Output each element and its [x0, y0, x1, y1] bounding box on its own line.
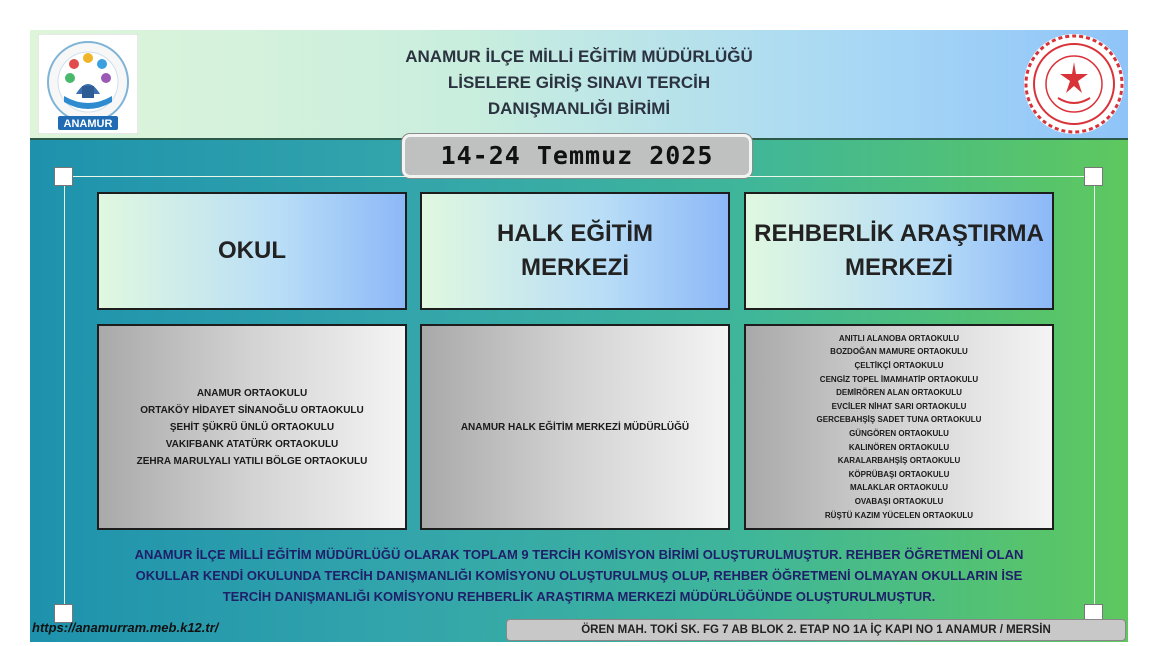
column-title: HALK EĞİTİM: [497, 220, 653, 247]
title-line: ANAMUR İLÇE MİLLİ EĞİTİM MÜDÜRLÜĞÜ: [405, 47, 753, 66]
list-item: EVCİLER NİHAT SARI ORTAOKULU: [831, 401, 967, 411]
list-item: GÜNGÖREN ORTAOKULU: [849, 429, 949, 438]
list-item: ANAMUR ORTAOKULU: [196, 387, 308, 399]
list-item: CENGİZ TOPEL İMAMHATİP ORTAOKULU: [819, 374, 979, 384]
list-item: BOZDOĞAN MAMURE ORTAOKULU: [830, 347, 968, 357]
ram-logo-text: ANAMUR: [63, 118, 113, 130]
title-line: DANIŞMANLIĞI BİRİMİ: [487, 99, 671, 118]
address-badge: ÖREN MAH. TOKİ SK. FG 7 AB BLOK 2. ETAP NO 1A İÇ KAPI NO 1 ANAMUR / MERSİN: [506, 619, 1126, 641]
list-item: ORTAKÖY HİDAYET SİNANOĞLU ORTAOKULU: [140, 404, 364, 416]
school-list: [817, 332, 982, 522]
column-title: MERKEZİ: [521, 254, 629, 281]
column-header-ram: [744, 192, 1054, 310]
column-body-okul: [97, 324, 407, 530]
list-item: ANAMUR HALK EĞİTİM MERKEZİ MÜDÜRLÜĞÜ: [460, 421, 690, 433]
column-title: REHBERLİK ARAŞTIRMA: [754, 220, 1044, 247]
column-body-halk-egitim: [420, 324, 730, 530]
poster: [30, 30, 1128, 642]
list-item: ŞEHİT ŞÜKRÜ ÜNLÜ ORTAOKULU: [169, 421, 335, 433]
list-item: ZEHRA MARULYALI YATILI BÖLGE ORTAOKULU: [136, 455, 368, 467]
column-header-okul: [97, 192, 407, 310]
list-item: VAKIFBANK ATATÜRK ORTAOKULU: [165, 438, 339, 450]
column-title: OKUL: [218, 237, 286, 264]
info-line: ANAMUR İLÇE MİLLİ EĞİTİM MÜDÜRLÜĞÜ OLARAK TOPLAM 9 TERCİH KOMİSYON BİRİMİ OLUŞTURULMUŞTUR. REHBER ÖĞRETMENİ OLAN: [134, 547, 1024, 562]
list-item: OVABAŞI ORTAOKULU: [854, 496, 944, 506]
list-item: ANITLI ALANOBA ORTAOKULU: [838, 333, 960, 343]
guide-line: [1094, 180, 1095, 606]
list-item: KÖPRÜBAŞI ORTAOKULU: [848, 469, 950, 479]
header: [30, 30, 1128, 140]
school-list: [137, 385, 368, 470]
list-item: KARALARBAHŞİŞ ORTAOKULU: [837, 456, 961, 466]
meb-seal-icon: [1022, 32, 1126, 136]
info-line: OKULLAR KENDİ OKULUNDA TERCİH DANIŞMANLIĞI KOMİSYONU OLUŞTURULMUŞ OLUP, REHBER ÖĞRETMENİ OLMAYAN OKULLARIN İSE: [135, 568, 1023, 583]
column-title: MERKEZİ: [845, 254, 953, 281]
list-item: RÜŞTÜ KAZIM YÜCELEN ORTAOKULU: [824, 510, 974, 520]
info-line: TERCİH DANIŞMANLIĞI KOMİSYONU REHBERLİK ARAŞTIRMA MERKEZİ MÜDÜRLÜĞÜNDE OLUŞTURULMUŞTUR.: [222, 589, 936, 604]
list-item: KALINÖREN ORTAOKULU: [848, 442, 950, 452]
guide-line: [72, 176, 1096, 177]
list-item: DEMİRÖREN ALAN ORTAOKULU: [836, 388, 962, 398]
guide-line: [64, 180, 65, 606]
website-url: https://anamurram.meb.k12.tr/: [32, 620, 219, 635]
date-banner: 14-24 Temmuz 2025: [402, 134, 752, 178]
info-paragraph: [50, 544, 1108, 607]
school-list: [461, 419, 689, 436]
column-header-halk-egitim: [420, 192, 730, 310]
ram-logo: [38, 34, 138, 134]
list-item: MALAKLAR ORTAOKULU: [849, 483, 949, 493]
title-line: LİSELERE GİRİŞ SINAVI TERCİH: [447, 73, 711, 92]
column-body-ram: [744, 324, 1054, 530]
list-item: ÇELTİKÇİ ORTAOKULU: [854, 361, 944, 371]
page-title: [270, 44, 888, 122]
corner-handle: [54, 167, 73, 186]
list-item: GERCEBAHŞİŞ SADET TUNA ORTAOKULU: [816, 415, 982, 425]
corner-handle: [1084, 167, 1103, 186]
